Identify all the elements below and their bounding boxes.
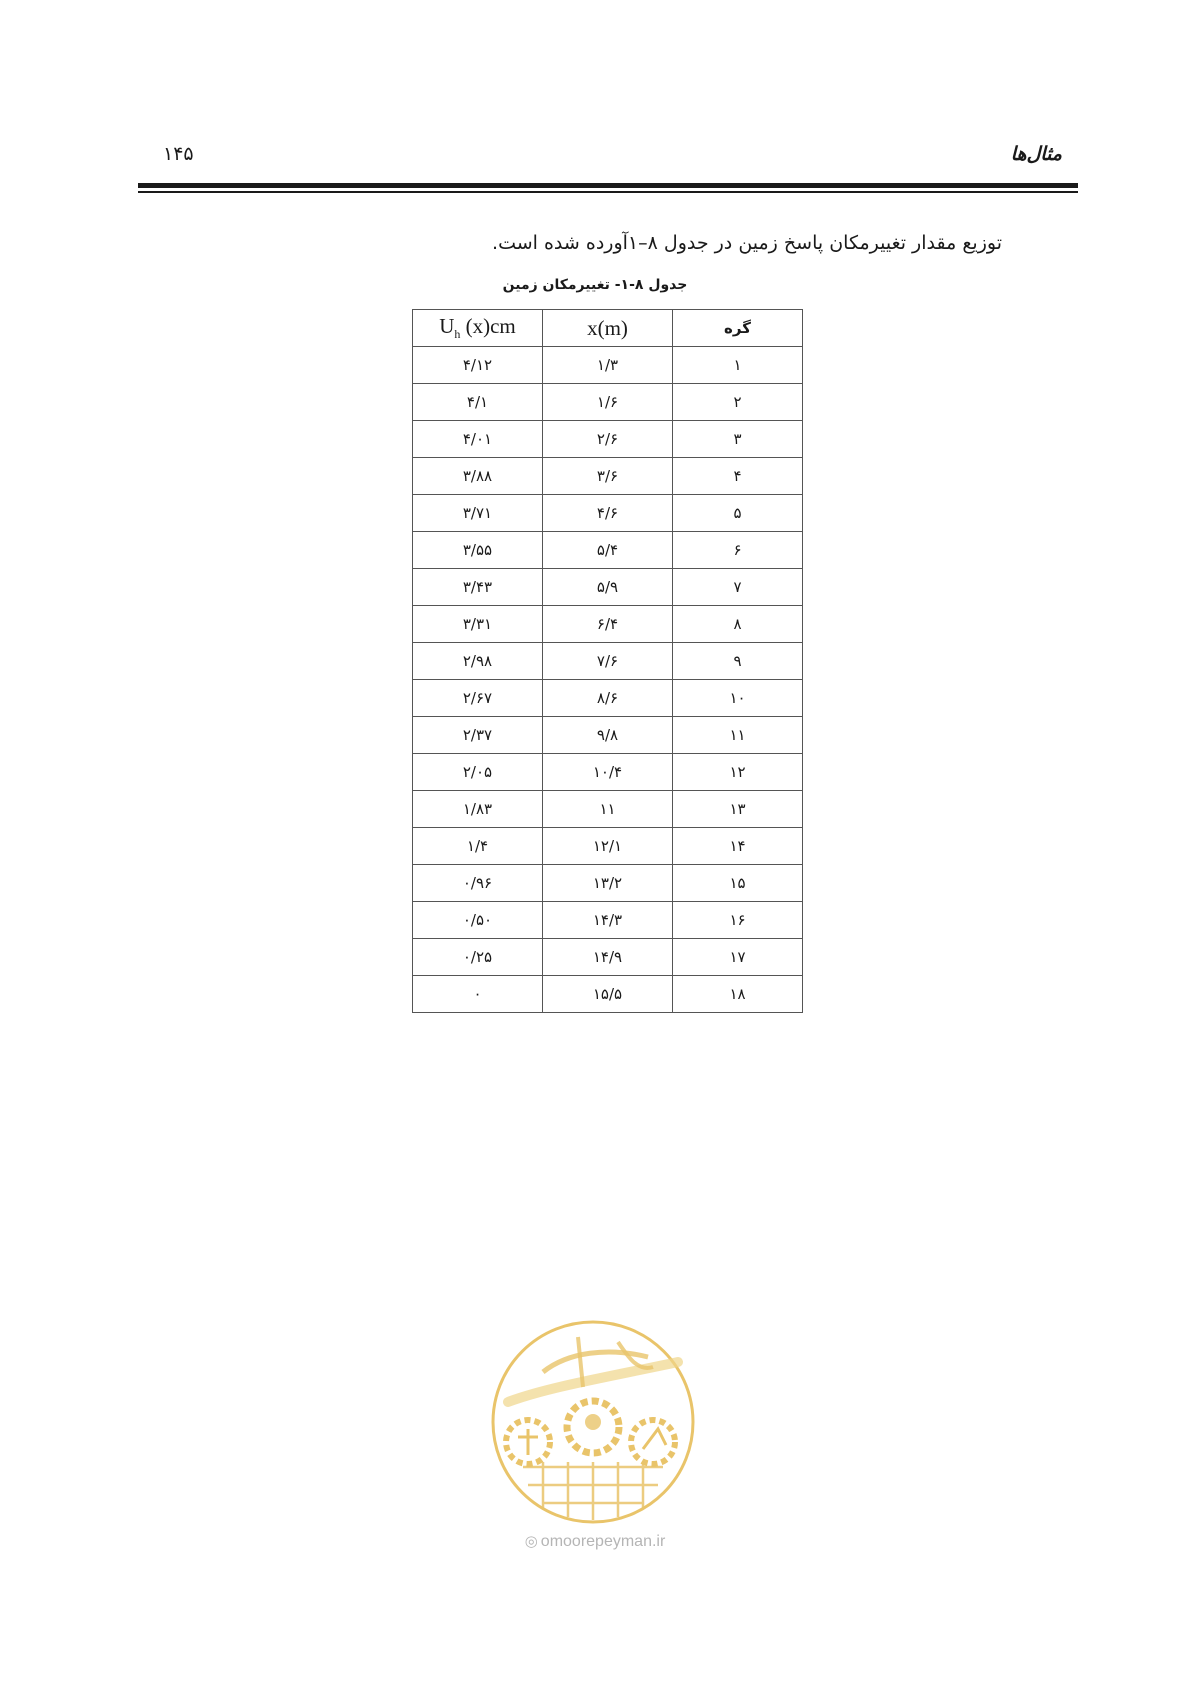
header-rule-thick: [138, 183, 1078, 188]
cell-node: ۱۶: [673, 902, 803, 939]
cell-x: ۱۱: [543, 791, 673, 828]
publisher-url-text: omoorepeyman.ir: [540, 1533, 666, 1550]
table-caption: جدول ۸-۱- تغییرمکان زمین: [502, 277, 688, 293]
cell-displacement: ۲/۶۷: [413, 680, 543, 717]
publisher-url: [485, 1532, 705, 1551]
cell-node: ۱۴: [673, 828, 803, 865]
cell-x: ۱۳/۲: [543, 865, 673, 902]
table-row: [413, 939, 803, 976]
table-body: [413, 347, 803, 1013]
table-header-row: [413, 310, 803, 347]
header-u-main: U: [439, 313, 455, 338]
header-displacement: [413, 310, 543, 347]
table-row: [413, 791, 803, 828]
cell-displacement: ۰: [413, 976, 543, 1013]
table-row: [413, 828, 803, 865]
cell-x: ۱۰/۴: [543, 754, 673, 791]
table-row: [413, 680, 803, 717]
cell-x: ۱۵/۵: [543, 976, 673, 1013]
table-row: [413, 902, 803, 939]
cell-x: ۹/۸: [543, 717, 673, 754]
cell-x: ۱/۳: [543, 347, 673, 384]
table-row: [413, 569, 803, 606]
publisher-stamp-logo: [488, 1317, 698, 1527]
cell-displacement: ۳/۴۳: [413, 569, 543, 606]
cell-x: ۱/۶: [543, 384, 673, 421]
cell-displacement: ۰/۲۵: [413, 939, 543, 976]
page-number: ۱۴۵: [163, 143, 194, 165]
table-row: [413, 384, 803, 421]
header-rule-thin: [138, 191, 1078, 193]
globe-icon: ◎: [524, 1533, 538, 1550]
cell-x: ۱۴/۹: [543, 939, 673, 976]
table-row: [413, 532, 803, 569]
cell-x: ۲/۶: [543, 421, 673, 458]
cell-node: ۱۳: [673, 791, 803, 828]
cell-displacement: ۲/۰۵: [413, 754, 543, 791]
cell-displacement: ۰/۹۶: [413, 865, 543, 902]
cell-node: ۸: [673, 606, 803, 643]
cell-displacement: ۳/۵۵: [413, 532, 543, 569]
cell-node: ۱: [673, 347, 803, 384]
cell-displacement: ۴/۱: [413, 384, 543, 421]
table-row: [413, 754, 803, 791]
cell-x: ۸/۶: [543, 680, 673, 717]
cell-displacement: ۳/۷۱: [413, 495, 543, 532]
cell-x: ۱۴/۳: [543, 902, 673, 939]
cell-node: ۹: [673, 643, 803, 680]
table-row: [413, 458, 803, 495]
cell-node: ۶: [673, 532, 803, 569]
table-row: [413, 865, 803, 902]
cell-x: ۳/۶: [543, 458, 673, 495]
cell-x: ۴/۶: [543, 495, 673, 532]
cell-x: ۵/۹: [543, 569, 673, 606]
cell-node: ۳: [673, 421, 803, 458]
table-row: [413, 606, 803, 643]
table-row: [413, 976, 803, 1013]
cell-node: ۱۱: [673, 717, 803, 754]
cell-displacement: ۲/۹۸: [413, 643, 543, 680]
cell-node: ۱۸: [673, 976, 803, 1013]
cell-x: ۵/۴: [543, 532, 673, 569]
cell-displacement: ۱/۸۳: [413, 791, 543, 828]
cell-x: ۶/۴: [543, 606, 673, 643]
table-row: [413, 495, 803, 532]
header-node: گره: [673, 310, 803, 347]
cell-node: ۱۵: [673, 865, 803, 902]
cell-x: ۷/۶: [543, 643, 673, 680]
cell-node: ۴: [673, 458, 803, 495]
cell-displacement: ۰/۵۰: [413, 902, 543, 939]
running-title: مثال‌ها: [1010, 143, 1062, 165]
header-x: x(m): [543, 310, 673, 347]
displacement-table: [412, 309, 803, 1013]
table-row: [413, 643, 803, 680]
cell-node: ۵: [673, 495, 803, 532]
cell-node: ۷: [673, 569, 803, 606]
cell-node: ۱۷: [673, 939, 803, 976]
table-row: [413, 347, 803, 384]
cell-node: ۱۲: [673, 754, 803, 791]
cell-displacement: ۲/۳۷: [413, 717, 543, 754]
cell-displacement: ۳/۳۱: [413, 606, 543, 643]
header-u-rest: (x)cm: [460, 313, 516, 338]
cell-displacement: ۴/۰۱: [413, 421, 543, 458]
table-row: [413, 421, 803, 458]
cell-displacement: ۴/۱۲: [413, 347, 543, 384]
cell-displacement: ۱/۴: [413, 828, 543, 865]
cell-node: ۱۰: [673, 680, 803, 717]
table-row: [413, 717, 803, 754]
cell-displacement: ۳/۸۸: [413, 458, 543, 495]
cell-x: ۱۲/۱: [543, 828, 673, 865]
header-u-sub: h: [454, 327, 461, 342]
cell-node: ۲: [673, 384, 803, 421]
intro-paragraph: توزیع مقدار تغییرمکان پاسخ زمین در جدول ۸–۱آورده شده است.: [492, 232, 1002, 254]
